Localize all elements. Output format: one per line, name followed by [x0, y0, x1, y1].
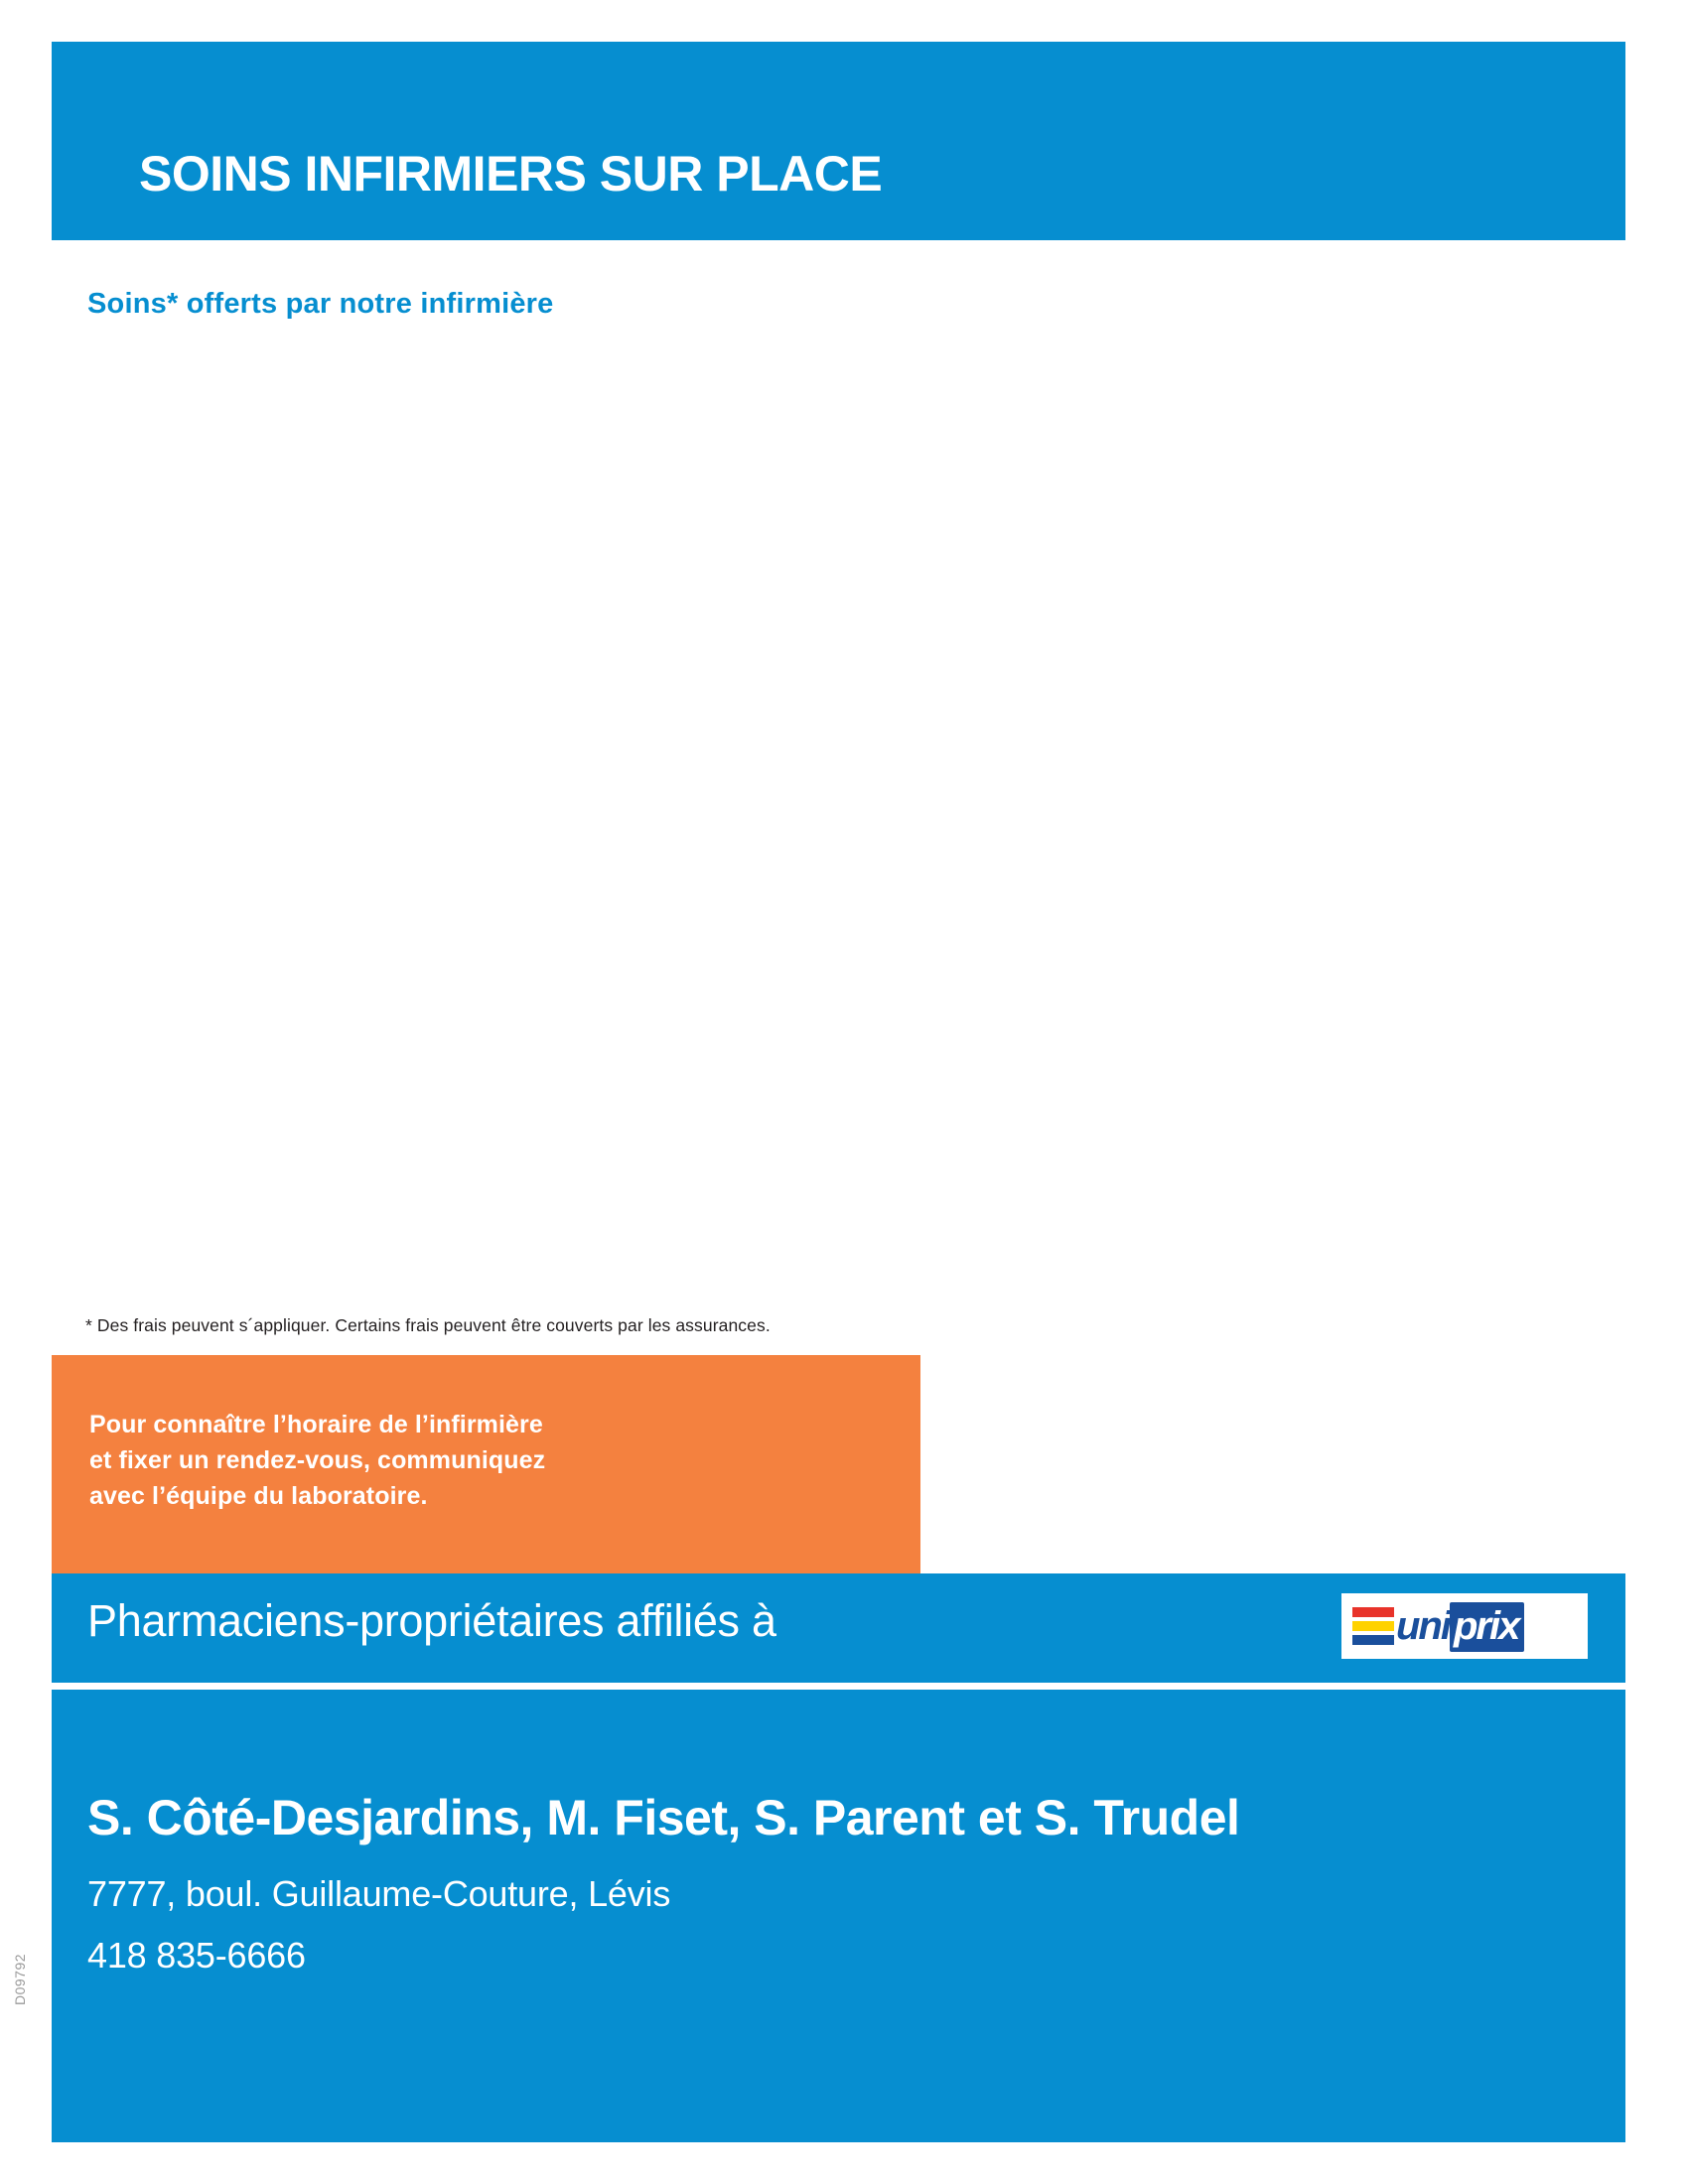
pharmacy-owners: S. Côté-Desjardins, M. Fiset, S. Parent et S. Trudel	[87, 1790, 1240, 1845]
header-banner	[52, 42, 1625, 240]
uniprix-word-uni: uni	[1396, 1604, 1450, 1648]
pharmacy-phone: 418 835-6666	[87, 1935, 306, 1976]
uniprix-bars-icon	[1352, 1603, 1394, 1649]
uniprix-logo	[1341, 1593, 1588, 1659]
callout-line-3: avec l’équipe du laboratoire.	[89, 1482, 428, 1510]
callout-line-1: Pour connaître l’horaire de l’infirmière	[89, 1411, 543, 1438]
pharmacy-address: 7777, boul. Guillaume-Couture, Lévis	[87, 1873, 671, 1914]
callout-line-2: et fixer un rendez-vous, communiquez	[89, 1446, 546, 1474]
uniprix-word-prix: prix	[1450, 1602, 1524, 1652]
section-subtitle: Soins* offerts par notre infirmière	[87, 288, 554, 320]
appointment-callout	[52, 1355, 920, 1573]
document-code: D09792	[12, 1953, 28, 2005]
pharmacy-info-banner	[52, 1690, 1625, 2142]
uniprix-wordmark	[1396, 1606, 1524, 1646]
affiliation-banner	[52, 1573, 1625, 1683]
services-content-area	[87, 357, 1577, 1291]
footnote-text: * Des frais peuvent s´appliquer. Certains frais peuvent être couverts par les assurances.	[85, 1315, 771, 1335]
page-title: SOINS INFIRMIERS SUR PLACE	[139, 146, 883, 202]
affiliation-label: Pharmaciens-propriétaires affiliés à	[87, 1595, 776, 1646]
callout-text	[89, 1407, 884, 1514]
